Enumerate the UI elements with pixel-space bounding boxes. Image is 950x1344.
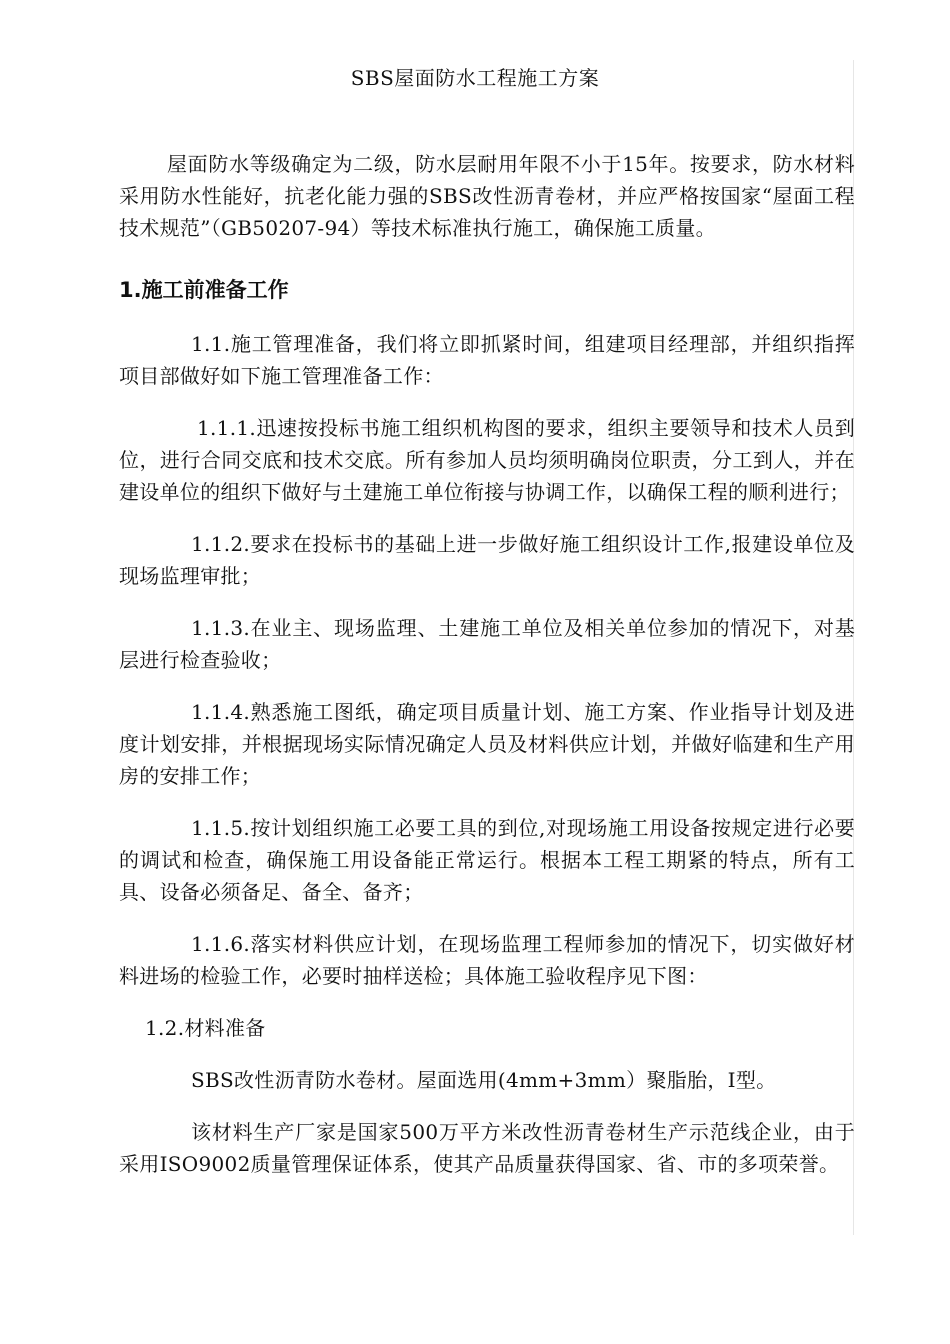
intro-paragraph: 屋面防水等级确定为二级，防水层耐用年限不小于15年。按要求，防水材料采用防水性能好，抗老化能力强的SBS改性沥青卷材，并应严格按国家“屋面工程技术规范”（GB50207-94）等技术标准执行施工，确保施工质量。 <box>119 152 855 240</box>
document-body <box>119 148 855 1180</box>
section-heading-1: 1.施工前准备工作 <box>119 278 289 302</box>
paragraph-vendor: 该材料生产厂家是国家500万平方米改性沥青卷材生产示范线企业，由于采用ISO9002质量管理保证体系，使其产品质量获得国家、省、市的多项荣誉。 <box>119 1120 855 1176</box>
paragraph-1-1-5: 1.1.5.按计划组织施工必要工具的到位,对现场施工用设备按规定进行必要的调试和检查，确保施工用设备能正常运行。根据本工程工期紧的特点，所有工具、设备必须备足、备全、备齐； <box>119 816 855 904</box>
paragraph-1-1-1: 1.1.1.迅速按投标书施工组织机构图的要求，组织主要领导和技术人员到位，进行合同交底和技术交底。所有参加人员均须明确岗位职责，分工到人，并在建设单位的组织下做好与土建施工单位衔接与协调工作，以确保工程的顺利进行； <box>119 416 855 504</box>
document-title: SBS屋面防水工程施工方案 <box>350 66 600 90</box>
paragraph-1-1-6: 1.1.6.落实材料供应计划，在现场监理工程师参加的情况下，切实做好材料进场的检验工作，必要时抽样送检；具体施工验收程序见下图： <box>119 932 855 988</box>
paragraph-1-1-2: 1.1.2.要求在投标书的基础上进一步做好施工组织设计工作,报建设单位及现场监理审批； <box>119 532 855 588</box>
paragraph-1-1-3: 1.1.3.在业主、现场监理、土建施工单位及相关单位参加的情况下，对基层进行检查验收； <box>119 616 855 672</box>
subheading-1-2: 1.2.材料准备 <box>145 1016 266 1040</box>
paragraph-material: SBS改性沥青防水卷材。屋面选用(4mm+3mm）聚脂胎，I型。 <box>191 1068 777 1092</box>
paragraph-1-1: 1.1.施工管理准备，我们将立即抓紧时间，组建项目经理部，并组织指挥项目部做好如下施工管理准备工作： <box>119 332 855 388</box>
paragraph-1-1-4: 1.1.4.熟悉施工图纸，确定项目质量计划、施工方案、作业指导计划及进度计划安排，并根据现场实际情况确定人员及材料供应计划，并做好临建和生产用房的安排工作； <box>119 700 855 788</box>
